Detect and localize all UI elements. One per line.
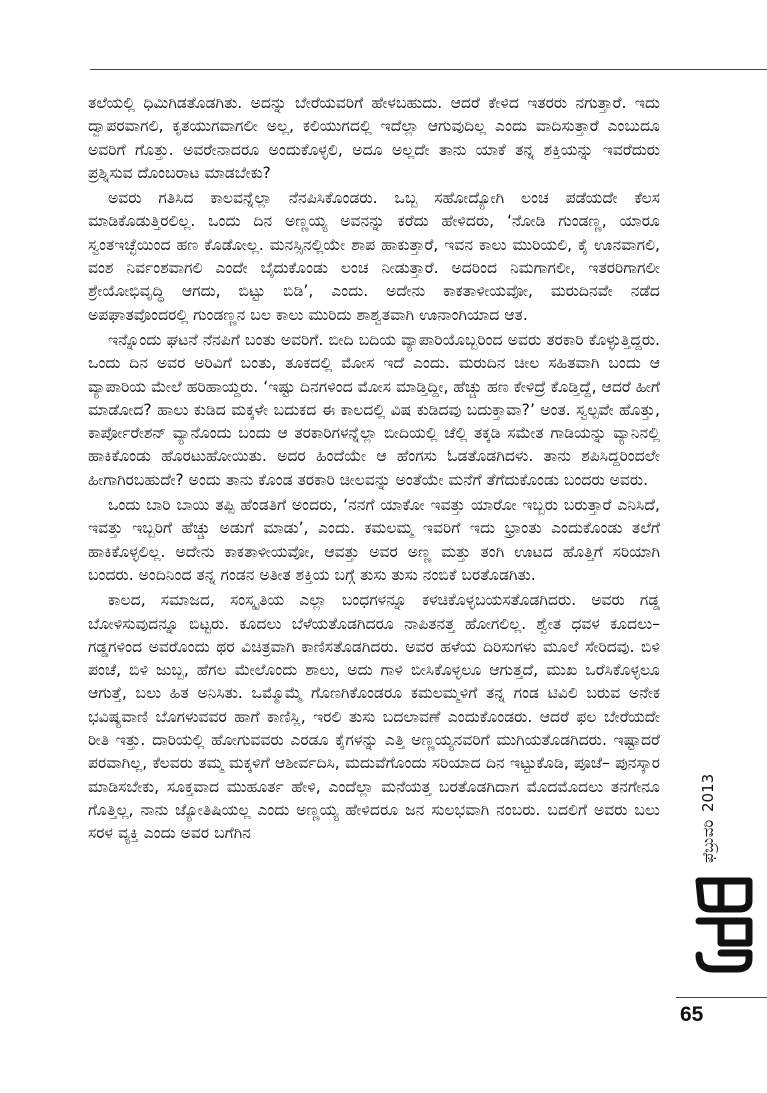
paragraph: ತಲೆಯಲ್ಲಿ ಧಿಮಿಗಿಡತೊಡಗಿತು. ಅದನ್ನು ಬೇರೆಯವರಿಗೆ ಹೇಳಬಹುದು. ಆದರೆ ಕೇಳಿದ ಇತರರು ನಗುತ್ತಾರೆ. ಇದು ದ್ವಾಪರವಾಗಲಿ, ಕೃತಯುಗವಾಗಲೀ ಅಲ್ಲ, ಕಲಿಯುಗದಲ್ಲಿ ಇದೆಲ್ಲಾ ಆಗುವುದಿಲ್ಲ ಎಂದು ವಾದಿಸುತ್ತಾರೆ ಎಂಬುದೂ ಅವರಿಗೆ ಗೊತ್ತು. ಅವರೇನಾದರೂ ಅಂದುಕೊಳ್ಳಲಿ, ಅದೂ ಅಲ್ಲದೇ ತಾನು ಯಾಕೆ ತನ್ನ ಶಕ್ತಿಯನ್ನು ಇವರೆದುರು ಪ್ರಶ್ನಿಸುವ ದೊಂಬರಾಟ ಮಾಡಬೇಕು? [88, 94, 660, 182]
magazine-brand [672, 760, 767, 990]
paragraph: ಕಾಲದ, ಸಮಾಜದ, ಸಂಸ್ಕೃತಿಯ ಎಲ್ಲಾ ಬಂಧಗಳನ್ನೂ ಕಳಚಿಕೊಳ್ಳಬಯಸತೊಡಗಿದರು. ಅವರು ಗಡ್ಡ ಬೋಳಿಸುವುದನ್ನೂ ಬಿಟ್ಟರು. ಕೂದಲು ಬೆಳೆಯತೊಡಗಿದರೂ ನಾಪಿತನತ್ತ ಹೋಗಲಿಲ್ಲ. ಶ್ವೇತ ಧವಳ ಕೂದಲು– ಗಡ್ಡಗಳಿಂದ ಅವರೊಂದು ಥರ ವಿಚಿತ್ರವಾಗಿ ಕಾಣಿಸತೊಡಗಿದರು. ಅವರ ಹಳೆಯ ದಿರಿಸುಗಳು ಮೂಲೆ ಸೇರಿದವು. ಬಿಳಿ ಪಂಚೆ, ಬಿಳಿ ಜುಬ್ಬ, ಹೆಗಲ ಮೇಲೊಂದು ಶಾಲು, ಅದು ಗಾಳಿ ಬೀಸಿಕೊಳ್ಳಲೂ ಆಗುತ್ತದೆ, ಮುಖ ಒರೆಸಿಕೊಳ್ಳಲೂ ಆಗುತ್ತೆ, ಬಲು ಹಿತ ಅನಿಸಿತು. ಒಮ್ಮೊಮ್ಮೆ ಗೊಣಗಿಕೊಂಡರೂ ಕಮಲಮ್ಮಳಿಗೆ ತನ್ನ ಗಂಡ ಟಿವಿಲಿ ಬರುವ ಅನೇಕ ಭವಿಷ್ಯವಾಣಿ ಬೊಗಳುವವರ ಹಾಗೆ ಕಾಣಿಸ್ಲಿ, ಇರಲಿ ತುಸು ಬದಲಾವಣೆ ಎಂದುಕೊಂಡರು. ಆದರೆ ಫಲ ಬೇರೆಯದೇ ರೀತಿ ಇತ್ತು. ದಾರಿಯಲ್ಲಿ ಹೋಗುವವರು ಎರಡೂ ಕೈಗಳನ್ನು ಎತ್ತಿ ಅಣ್ಣಯ್ಯನವರಿಗೆ ಮುಗಿಯತೊಡಗಿದರು. ಇಷ್ಟಾದರೆ ಪರವಾಗಿಲ್ಲ, ಕೆಲವರು ತಮ್ಮ ಮಕ್ಕಳಿಗೆ ಆಶೀರ್ವದಿಸಿ, ಮದುವೆಗೊಂದು ಸರಿಯಾದ ದಿನ ಇಟ್ಟುಕೊಡಿ, ಪೂಜೆ– ಪುನಸ್ಕಾರ ಮಾಡಿಸಬೇಕು, ಸೂಕ್ತವಾದ ಮುಹೂರ್ತ ಹೇಳಿ, ಎಂದೆಲ್ಲಾ ಮನೆಯತ್ತ ಬರತೊಡಗಿದಾಗ ಮೊದಮೊದಲು ತನಗೇನೂ ಗೊತ್ತಿಲ್ಲ, ನಾನು ಜ್ಯೋತಿಷಿಯಲ್ಲ ಎಂದು ಅಣ್ಣಯ್ಯ ಹೇಳಿದರೂ ಜನ ಸುಲಭವಾಗಿ ನಂಬರು. ಬದಲಿಗೆ ಅವರು ಬಲು ಸರಳ ವ್ಯಕ್ತಿ ಎಂದು ಅವರ ಬಗೆಗಿನ [88, 591, 660, 843]
article-body [88, 92, 660, 848]
footer-divider [676, 997, 767, 998]
paragraph: ಒಂದು ಬಾರಿ ಬಾಯಿ ತಪ್ಪಿ ಹೆಂಡತಿಗೆ ಅಂದರು, ‘ನನಗೆ ಯಾಕೋ ಇವತ್ತು ಯಾರೋ ಇಬ್ಬರು ಬರುತ್ತಾರೆ ಎನಿಸಿದೆ, ಇವತ್ತು ಇಬ್ಬರಿಗೆ ಹೆಚ್ಚು ಅಡುಗೆ ಮಾಡು’, ಎಂದು. ಕಮಲಮ್ಮ ಇವರಿಗೆ ಇದು ಭ್ರಾಂತು ಎಂದುಕೊಂಡು ತಲೆಗೆ ಹಾಕಿಕೊಳ್ಳಲಿಲ್ಲ. ಅದೇನು ಕಾಕತಾಳೀಯವೋ, ಆವತ್ತು ಅವರ ಅಣ್ಣ ಮತ್ತು ತಂಗಿ ಊಟದ ಹೊತ್ತಿಗೆ ಸರಿಯಾಗಿ ಬಂದರು. ಅಂದಿನಿಂದ ತನ್ನ ಗಂಡನ ಅತೀತ ಶಕ್ತಿಯ ಬಗ್ಗೆ ತುಸು ತುಸು ನಂಬಿಕೆ ಬರತೊಡಗಿತು. [88, 496, 660, 584]
issue-year: 2013 [699, 773, 717, 812]
magazine-logo-mark [691, 871, 758, 979]
paragraph: ಅವರು ಗತಿಸಿದ ಕಾಲವನ್ನೆಲ್ಲಾ ನೆನಪಿಸಿಕೊಂಡರು. ಒಬ್ಬ ಸಹೋದ್ಯೋಗಿ ಲಂಚ ಪಡೆಯದೇ ಕೆಲಸ ಮಾಡಿಕೊಡುತ್ತಿರಲಿಲ್ಲ. ಒಂದು ದಿನ ಅಣ್ಣಯ್ಯ ಅವನನ್ನು ಕರೆದು ಹೇಳಿದರು, ‘ನೋಡಿ ಗುಂಡಣ್ಣ, ಯಾರೂ ಸ್ವಂತಇಚ್ಛೆಯಿಂದ ಹಣ ಕೊಡೋಲ್ಲ. ಮನಸ್ಸಿನಲ್ಲಿಯೇ ಶಾಪ ಹಾಕುತ್ತಾರೆ, ಇವನ ಕಾಲು ಮುರಿಯಲಿ, ಕೈ ಊನವಾಗಲಿ, ವಂಶ ನಿರ್ವಂಶವಾಗಲಿ ಎಂದೇ ಬೈದುಕೊಂಡು ಲಂಚ ನೀಡುತ್ತಾರೆ. ಅದರಿಂದ ನಿಮಗಾಗಲೀ, ಇತರರಿಗಾಗಲೀ ಶ್ರೇಯೋಭಿವೃದ್ಧಿ ಆಗದು, ಬಿಟ್ಟು ಬಿಡಿ’, ಎಂದು. ಅದೇನು ಕಾಕತಾಳೀಯವೋ, ಮರುದಿನವೇ ನಡೆದ ಅಪಘಾತವೊಂದರಲ್ಲಿ ಗುಂಡಣ್ಣನ ಬಲ ಕಾಲು ಮುರಿದು ಶಾಶ್ವತವಾಗಿ ಊನಾಂಗಿಯಾದ ಆತ. [88, 189, 660, 324]
issue-month: ಫೆಬ್ರುವರಿ [699, 819, 717, 863]
magazine-logo [691, 871, 758, 979]
top-divider [90, 69, 767, 70]
paragraph: ಇನ್ನೊಂದು ಘಟನೆ ನೆನಪಿಗೆ ಬಂತು ಅವರಿಗೆ. ಬೀದಿ ಬದಿಯ ವ್ಯಾಪಾರಿಯೊಬ್ಬರಿಂದ ಅವರು ತರಕಾರಿ ಕೊಳ್ಳುತ್ತಿದ್ದರು. ಒಂದು ದಿನ ಅವರ ಅರಿವಿಗೆ ಬಂತು, ತೂಕದಲ್ಲಿ ಮೋಸ ಇದೆ ಎಂದು. ಮರುದಿನ ಚೀಲ ಸಹಿತವಾಗಿ ಬಂದು ಆ ವ್ಯಾಪಾರಿಯ ಮೇಲೆ ಹರಿಹಾಯ್ದರು. ‘ಇಷ್ಟು ದಿನಗಳಿಂದ ಮೋಸ ಮಾಡ್ತಿದ್ದೀ, ಹೆಚ್ಚು ಹಣ ಕೇಳಿದ್ರೆ ಕೊಡ್ತಿದ್ದೆ, ಆದರೆ ಹೀಗೆ ಮಾಡೋದ? ಹಾಲು ಕುಡಿದ ಮಕ್ಕಳೇ ಬದುಕದ ಈ ಕಾಲದಲ್ಲಿ ವಿಷ ಕುಡಿದವು ಬದುಕ್ತಾವಾ?’ ಅಂತ. ಸ್ವಲ್ಪವೇ ಹೊತ್ತು, ಕಾರ್ಪೋರೇಶನ್ ವ್ಯಾನೊಂದು ಬಂದು ಆ ತರಕಾರಿಗಳನ್ನೆಲ್ಲಾ ಬೀದಿಯಲ್ಲಿ ಚೆಲ್ಲಿ ತಕ್ಕಡಿ ಸಮೇತ ಗಾಡಿಯನ್ನು ವ್ಯಾನಿನಲ್ಲಿ ಹಾಕಿಕೊಂಡು ಹೊರಟುಹೋಯಿತು. ಅದರ ಹಿಂದೆಯೇ ಆ ಹೆಂಗಸು ಓಡತೊಡಗಿದಳು. ತಾನು ಶಪಿಸಿದ್ದರಿಂದಲೇ ಹೀಗಾಗಿರಬಹುದೇ? ಅಂದು ತಾನು ಕೊಂಡ ತರಕಾರಿ ಚೀಲವನ್ನು ಅಂತೆಯೇ ಮನೆಗೆ ತೆಗೆದುಕೊಂಡು ಬಂದರು ಅವರು. [88, 330, 660, 489]
page-number: 65 [680, 1003, 704, 1026]
